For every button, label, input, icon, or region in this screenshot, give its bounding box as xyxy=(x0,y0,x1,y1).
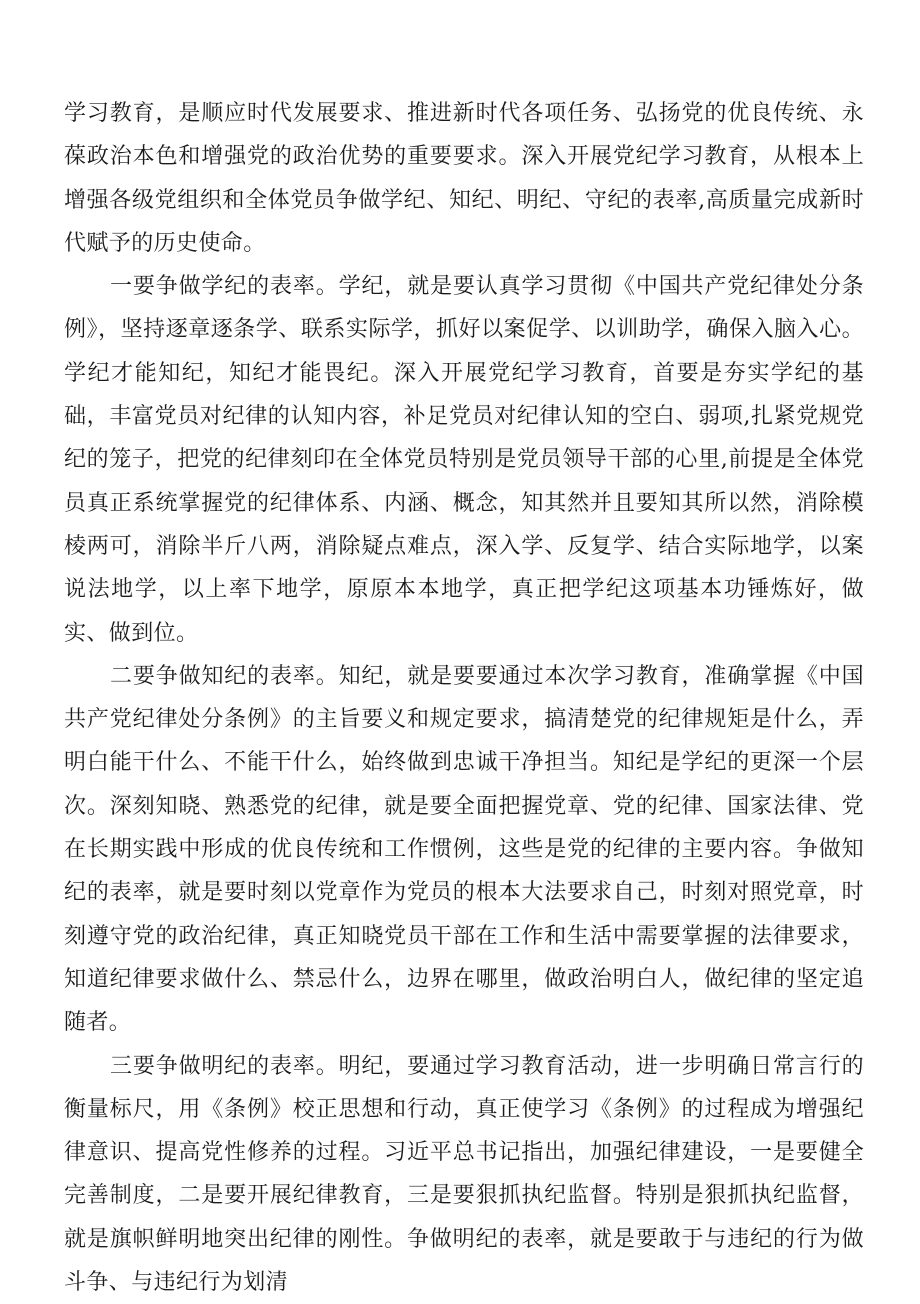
paragraph-understand-discipline: 三要争做明纪的表率。明纪，要通过学习教育活动，进一步明确日常言行的衡量标尺，用《条例》校正思想和行动，真正使学习《条例》的过程成为增强纪律意识、提高党性修养的过程。习近平总书记指出，加强纪律建设，一是要健全完善制度，二是要开展纪律教育，三是要狠抓执纪监督。特别是狠抓执纪监督，就是旗帜鲜明地突出纪律的刚性。争做明纪的表率，就是要敢于与违纪的行为做斗争、与违纪行为划清 xyxy=(64,1053,864,1296)
paragraph-continuation: 学习教育，是顺应时代发展要求、推进新时代各项任务、弘扬党的优良传统、永葆政治本色和增强党的政治优势的重要要求。深入开展党纪学习教育，从根本上增强各级党组织和全体党员争做学纪、知纪、明纪、守纪的表率,高质量完成新时代赋予的历史使命。 xyxy=(64,101,864,256)
paragraph-know-discipline: 二要争做知纪的表率。知纪，就是要要通过本次学习教育，准确掌握《中国共产党纪律处分条例》的主旨要义和规定要求，搞清楚党的纪律规矩是什么，弄明白能干什么、不能干什么，始终做到忠诚干净担当。知纪是学纪的更深一个层次。深刻知晓、熟悉党的纪律，就是要全面把握党章、党的纪律、国家法律、党在长期实践中形成的优良传统和工作惯例，这些是党的纪律的主要内容。争做知纪的表率，就是要时刻以党章作为党员的根本大法要求自己，时刻对照党章，时刻遵守党的政治纪律，真正知晓党员干部在工作和生活中需要掌握的法律要求，知道纪律要求做什么、禁忌什么，边界在哪里，做政治明白人，做纪律的坚定追随者。 xyxy=(64,663,864,1036)
document-body xyxy=(64,92,864,1304)
paragraph-learn-discipline: 一要争做学纪的表率。学纪，就是要认真学习贯彻《中国共产党纪律处分条例》，坚持逐章逐条学、联系实际学，抓好以案促学、以训助学，确保入脑入心。学纪才能知纪，知纪才能畏纪。深入开展党纪学习教育，首要是夯实学纪的基础，丰富党员对纪律的认知内容，补足党员对纪律认知的空白、弱项,扎紧党规党纪的笼子，把党的纪律刻印在全体党员特别是党员领导干部的心里,前提是全体党员真正系统掌握党的纪律体系、内涵、概念，知其然并且要知其所以然，消除模棱两可，消除半斤八两，消除疑点难点，深入学、反复学、结合实际地学，以案说法地学，以上率下地学，原原本本地学，真正把学纪这项基本功锤炼好，做实、做到位。 xyxy=(64,274,864,646)
